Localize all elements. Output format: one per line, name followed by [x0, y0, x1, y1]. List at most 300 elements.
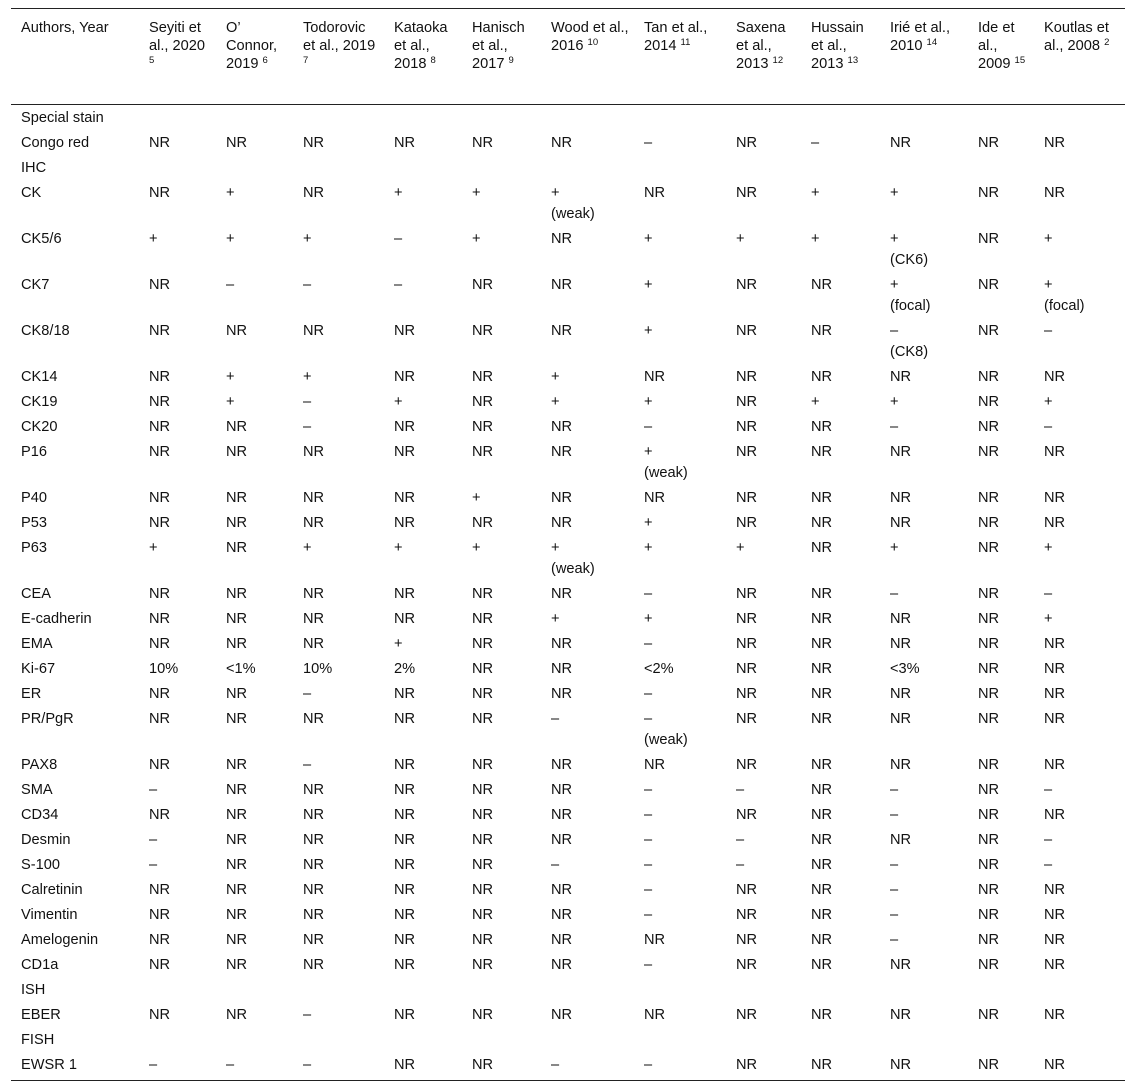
table-row	[11, 366, 1125, 391]
result-cell: NR	[303, 611, 325, 627]
result-cell: NR	[303, 185, 325, 201]
result-cell: NR	[303, 515, 325, 531]
result-cell: NR	[978, 957, 1000, 973]
result-cell: NR	[811, 515, 833, 531]
result-cell: NR	[472, 135, 494, 151]
result-cell: NR	[149, 444, 171, 460]
result-cell: NR	[472, 957, 494, 973]
reference-superscript: 8	[430, 55, 436, 66]
result-cell: NR	[149, 185, 171, 201]
result-cell: NR	[226, 540, 248, 556]
marker-label: PAX8	[21, 757, 58, 773]
result-cell: NR	[226, 444, 248, 460]
result-cell: NR	[978, 832, 1000, 848]
result-qualifier: (weak)	[551, 561, 595, 577]
result-cell: +	[644, 515, 653, 531]
marker-label: P53	[21, 515, 47, 531]
reference-superscript: 12	[772, 55, 784, 66]
result-cell: NR	[472, 394, 494, 410]
result-cell: +	[226, 231, 235, 247]
result-cell: NR	[811, 323, 833, 339]
table-row	[11, 1004, 1125, 1029]
result-cell: +	[551, 394, 560, 410]
empty-cell	[139, 1029, 216, 1054]
result-cell: NR	[226, 757, 248, 773]
header-study-2	[216, 9, 293, 105]
result-cell: NR	[736, 277, 758, 293]
result-cell: NR	[472, 857, 494, 873]
result-cell: +	[890, 394, 899, 410]
header-text: Hussain et al., 2013	[811, 20, 864, 72]
reference-superscript: 2	[1104, 37, 1110, 48]
result-value: +	[551, 540, 560, 556]
empty-cell	[541, 157, 634, 182]
result-cell: NR	[1044, 369, 1066, 385]
header-text: Koutlas et al., 2008	[1044, 20, 1109, 54]
result-cell: NR	[978, 932, 1000, 948]
empty-cell	[293, 1029, 384, 1054]
result-cell: NR	[303, 957, 325, 973]
result-cell: +	[394, 636, 403, 652]
empty-cell	[139, 105, 216, 133]
result-cell: NR	[551, 231, 573, 247]
section-label: ISH	[21, 982, 46, 998]
result-cell: NR	[978, 686, 1000, 702]
empty-cell	[880, 979, 968, 1004]
header-text: Tan et al., 2014	[644, 20, 708, 54]
result-cell: –	[394, 231, 403, 247]
result-cell: NR	[1044, 907, 1066, 923]
table-row	[11, 487, 1125, 512]
result-value: –	[644, 711, 653, 727]
header-text: O’ Connor, 2019	[226, 20, 278, 72]
result-cell: –	[1044, 857, 1053, 873]
result-cell: NR	[551, 661, 573, 677]
empty-cell	[634, 105, 726, 133]
header-text: Seyiti et al., 2020	[149, 20, 205, 54]
result-cell: NR	[644, 369, 666, 385]
result-cell: –	[736, 782, 745, 798]
table-row	[11, 683, 1125, 708]
result-cell: –	[551, 857, 560, 873]
result-cell: –	[644, 807, 653, 823]
empty-cell	[384, 1029, 462, 1054]
table-row	[11, 391, 1125, 416]
result-cell: NR	[551, 686, 573, 702]
result-cell: +	[811, 185, 820, 201]
marker-label: CK	[21, 185, 42, 201]
result-cell: –	[736, 832, 745, 848]
section-label: FISH	[21, 1032, 55, 1048]
result-cell: NR	[736, 686, 758, 702]
result-cell: NR	[551, 277, 573, 293]
result-cell: –	[890, 857, 899, 873]
empty-cell	[293, 979, 384, 1004]
result-cell: NR	[226, 882, 248, 898]
result-cell: NR	[394, 882, 416, 898]
result-cell: NR	[978, 857, 1000, 873]
result-cell: NR	[644, 490, 666, 506]
result-cell: NR	[811, 661, 833, 677]
table-row	[11, 1054, 1125, 1081]
result-value: +	[890, 277, 899, 293]
result-cell: NR	[472, 932, 494, 948]
result-cell: +	[226, 185, 235, 201]
result-cell: NR	[644, 1007, 666, 1023]
reference-superscript: 10	[587, 37, 599, 48]
result-cell: NR	[978, 185, 1000, 201]
result-cell: NR	[978, 490, 1000, 506]
header-study-10	[880, 9, 968, 105]
empty-cell	[801, 157, 880, 182]
result-cell: NR	[1044, 515, 1066, 531]
result-cell: NR	[394, 444, 416, 460]
result-cell: NR	[811, 782, 833, 798]
result-cell: +	[644, 540, 653, 556]
result-cell: NR	[472, 636, 494, 652]
result-cell: +	[644, 394, 653, 410]
result-cell: –	[644, 419, 653, 435]
result-cell: +	[644, 277, 653, 293]
result-cell: NR	[472, 832, 494, 848]
result-cell: +	[472, 231, 481, 247]
result-cell: NR	[149, 323, 171, 339]
result-cell: NR	[811, 586, 833, 602]
table-row	[11, 779, 1125, 804]
result-cell: NR	[472, 444, 494, 460]
result-cell: NR	[394, 932, 416, 948]
result-cell: +	[472, 185, 481, 201]
result-cell: –	[644, 636, 653, 652]
empty-cell	[541, 979, 634, 1004]
result-cell: NR	[736, 957, 758, 973]
result-cell: NR	[978, 611, 1000, 627]
table-row	[11, 441, 1125, 487]
result-cell: NR	[736, 515, 758, 531]
empty-cell	[462, 979, 541, 1004]
result-cell: NR	[226, 1007, 248, 1023]
result-cell: NR	[226, 586, 248, 602]
result-cell: NR	[226, 932, 248, 948]
result-cell: NR	[394, 369, 416, 385]
result-cell: NR	[394, 907, 416, 923]
result-cell: NR	[551, 782, 573, 798]
result-cell: NR	[472, 782, 494, 798]
result-cell: NR	[968, 1054, 1034, 1081]
result-cell: NR	[1044, 957, 1066, 973]
result-cell: NR	[226, 515, 248, 531]
header-text: Todorovic et al., 2019	[303, 20, 376, 54]
result-cell: <2%	[644, 661, 674, 677]
header-study-6	[541, 9, 634, 105]
result-cell: –	[644, 135, 653, 151]
empty-cell	[968, 157, 1034, 182]
result-cell: +	[303, 540, 312, 556]
result-cell: NR	[1044, 185, 1066, 201]
result-cell: NR	[1044, 444, 1066, 460]
result-cell: NR	[890, 957, 912, 973]
ihc-comparison-table	[11, 8, 1125, 1081]
result-cell: –	[149, 832, 158, 848]
result-cell: NR	[736, 636, 758, 652]
result-cell: NR	[472, 807, 494, 823]
header-study-11	[968, 9, 1034, 105]
result-value: +	[551, 185, 560, 201]
result-cell: NR	[736, 807, 758, 823]
empty-cell	[216, 105, 293, 133]
result-cell: NR	[303, 932, 325, 948]
result-cell: NR	[149, 1007, 171, 1023]
result-cell: NR	[1044, 807, 1066, 823]
result-qualifier: (weak)	[551, 206, 595, 222]
table-row	[11, 228, 1125, 274]
reference-superscript: 9	[508, 55, 514, 66]
header-authors-year	[11, 9, 139, 105]
result-cell: NR	[978, 369, 1000, 385]
empty-cell	[1034, 1029, 1125, 1054]
result-cell: NR	[384, 1054, 462, 1081]
result-cell: –	[890, 807, 899, 823]
result-cell: NR	[394, 832, 416, 848]
empty-cell	[1034, 157, 1125, 182]
result-cell: NR	[226, 135, 248, 151]
table-row	[11, 512, 1125, 537]
result-cell: NR	[736, 661, 758, 677]
result-cell: NR	[890, 636, 912, 652]
result-cell: –	[303, 394, 312, 410]
marker-label: CK14	[21, 369, 58, 385]
result-cell: NR	[303, 907, 325, 923]
table-row	[11, 537, 1125, 583]
result-cell: –	[644, 957, 653, 973]
result-cell: NR	[472, 369, 494, 385]
empty-cell	[384, 979, 462, 1004]
result-cell: NR	[551, 807, 573, 823]
result-cell: –	[890, 907, 899, 923]
marker-label: CK7	[21, 277, 50, 293]
result-cell: NR	[811, 369, 833, 385]
result-cell: NR	[472, 586, 494, 602]
table-row	[11, 182, 1125, 228]
marker-label: Vimentin	[21, 907, 78, 923]
empty-cell	[634, 1029, 726, 1054]
empty-cell	[139, 157, 216, 182]
result-cell: NR	[978, 515, 1000, 531]
reference-superscript: 15	[1014, 55, 1026, 66]
result-cell: +	[1044, 394, 1053, 410]
result-cell: NR	[736, 490, 758, 506]
result-cell: NR	[890, 686, 912, 702]
result-cell: NR	[226, 611, 248, 627]
result-cell: NR	[149, 515, 171, 531]
result-cell: NR	[811, 419, 833, 435]
result-cell: NR	[149, 807, 171, 823]
result-cell: NR	[149, 277, 171, 293]
result-cell: NR	[226, 782, 248, 798]
result-value: +	[1044, 277, 1053, 293]
result-cell: NR	[303, 586, 325, 602]
result-cell: NR	[226, 907, 248, 923]
result-cell: NR	[472, 1007, 494, 1023]
result-cell: NR	[978, 661, 1000, 677]
header-study-8	[726, 9, 801, 105]
table-row	[11, 274, 1125, 320]
table-body	[11, 105, 1125, 1081]
result-cell: –	[736, 857, 745, 873]
result-cell: NR	[149, 932, 171, 948]
result-cell: NR	[811, 907, 833, 923]
result-cell: NR	[472, 277, 494, 293]
result-cell: NR	[149, 636, 171, 652]
result-cell: NR	[303, 444, 325, 460]
section-row	[11, 105, 1125, 133]
result-cell: <3%	[890, 661, 920, 677]
result-cell: NR	[1044, 686, 1066, 702]
result-cell: NR	[811, 540, 833, 556]
result-cell: NR	[880, 1054, 968, 1081]
result-cell: NR	[1044, 661, 1066, 677]
empty-cell	[541, 1029, 634, 1054]
marker-label: Desmin	[21, 832, 71, 848]
result-cell: NR	[551, 444, 573, 460]
result-cell: +	[644, 611, 653, 627]
header-study-1	[139, 9, 216, 105]
result-cell: +	[551, 611, 560, 627]
result-cell: NR	[551, 419, 573, 435]
result-cell: NR	[736, 711, 758, 727]
result-cell: NR	[978, 1007, 1000, 1023]
empty-cell	[384, 157, 462, 182]
result-cell: NR	[303, 636, 325, 652]
result-cell	[880, 320, 968, 366]
empty-cell	[801, 979, 880, 1004]
result-cell: NR	[978, 231, 1000, 247]
result-cell: NR	[303, 807, 325, 823]
empty-cell	[726, 105, 801, 133]
marker-label: CEA	[21, 586, 52, 602]
result-cell: NR	[1044, 711, 1066, 727]
result-cell: +	[736, 231, 745, 247]
result-cell: –	[644, 586, 653, 602]
empty-cell	[968, 1029, 1034, 1054]
result-cell	[880, 228, 968, 274]
result-cell: NR	[226, 857, 248, 873]
result-cell: NR	[736, 611, 758, 627]
result-cell: NR	[149, 369, 171, 385]
header-study-4	[384, 9, 462, 105]
result-cell: NR	[149, 686, 171, 702]
result-qualifier: (weak)	[644, 732, 688, 748]
result-cell: NR	[551, 1007, 573, 1023]
result-cell: NR	[303, 832, 325, 848]
empty-cell	[880, 105, 968, 133]
result-cell: NR	[644, 757, 666, 773]
result-cell: NR	[394, 515, 416, 531]
marker-label: E-cadherin	[21, 611, 92, 627]
result-cell: NR	[551, 832, 573, 848]
result-cell: +	[226, 369, 235, 385]
result-cell: –	[1044, 832, 1053, 848]
result-cell: NR	[978, 636, 1000, 652]
result-cell: 2%	[394, 661, 416, 677]
result-cell	[1034, 274, 1125, 320]
result-cell: –	[303, 419, 312, 435]
header-study-5	[462, 9, 541, 105]
result-cell: NR	[811, 1007, 833, 1023]
result-cell: –	[811, 135, 820, 151]
empty-cell	[634, 157, 726, 182]
section-label: IHC	[21, 160, 47, 176]
result-cell: NR	[472, 661, 494, 677]
result-cell: NR	[890, 515, 912, 531]
result-cell: NR	[736, 444, 758, 460]
table-row	[11, 132, 1125, 157]
result-cell: NR	[394, 586, 416, 602]
empty-cell	[462, 1029, 541, 1054]
result-cell: NR	[811, 932, 833, 948]
table-row	[11, 829, 1125, 854]
marker-label: SMA	[21, 782, 53, 798]
result-cell: NR	[811, 807, 833, 823]
result-cell: NR	[394, 711, 416, 727]
table-row	[11, 954, 1125, 979]
result-cell: NR	[303, 490, 325, 506]
header-study-12	[1034, 9, 1125, 105]
result-cell: NR	[1044, 490, 1066, 506]
result-cell: –	[644, 686, 653, 702]
result-cell: NR	[394, 957, 416, 973]
result-cell: –	[1044, 323, 1053, 339]
result-cell: +	[303, 231, 312, 247]
result-cell: –	[139, 1054, 216, 1081]
result-cell: NR	[890, 611, 912, 627]
table-row	[11, 879, 1125, 904]
table-row	[11, 633, 1125, 658]
result-qualifier: (weak)	[644, 465, 688, 481]
result-value: –	[890, 323, 899, 339]
result-cell: –	[890, 419, 899, 435]
result-cell: –	[1044, 586, 1053, 602]
result-cell: NR	[811, 611, 833, 627]
header-text: Ide et al., 2009	[978, 20, 1015, 72]
result-cell: –	[1044, 782, 1053, 798]
header-text: Saxena et al., 2013	[736, 20, 786, 72]
header-text: Irié et al., 2010	[890, 20, 951, 54]
result-cell: NR	[736, 394, 758, 410]
result-cell: NR	[736, 1007, 758, 1023]
result-cell: NR	[303, 711, 325, 727]
result-cell: NR	[890, 135, 912, 151]
result-qualifier: (focal)	[890, 298, 931, 314]
result-cell: NR	[811, 832, 833, 848]
table-row	[11, 416, 1125, 441]
result-cell: NR	[736, 586, 758, 602]
result-cell	[541, 537, 634, 583]
reference-superscript: 5	[149, 55, 155, 66]
result-cell: NR	[149, 882, 171, 898]
marker-label: CK20	[21, 419, 58, 435]
result-cell	[634, 708, 726, 754]
table-row	[11, 583, 1125, 608]
result-cell: +	[644, 231, 653, 247]
result-cell: NR	[890, 1007, 912, 1023]
marker-label: EMA	[21, 636, 53, 652]
result-cell: NR	[978, 782, 1000, 798]
table-header	[11, 9, 1125, 105]
result-cell: –	[149, 857, 158, 873]
result-cell: +	[890, 540, 899, 556]
result-cell: NR	[394, 782, 416, 798]
